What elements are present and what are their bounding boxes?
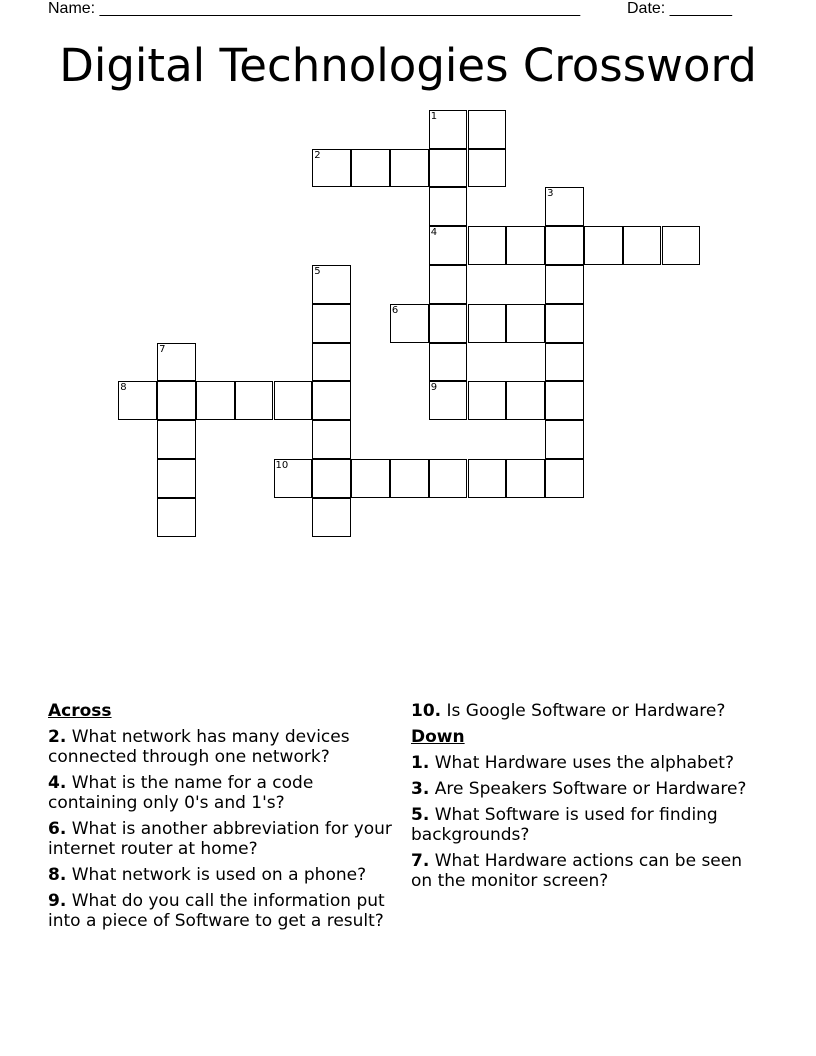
down-clue [411,779,756,799]
grid-cell[interactable] [429,110,468,149]
clue-number: 9. [48,891,67,911]
grid-cell[interactable] [545,226,584,265]
clues-right-column [411,701,756,897]
clue-number: 7. [411,851,430,871]
clue-number: 8. [48,865,67,885]
grid-cell[interactable] [429,459,468,498]
grid-cell[interactable] [468,304,507,343]
grid-cell[interactable] [545,459,584,498]
clue-number: 1. [411,753,430,773]
page-title: Digital Technologies Crossword [59,39,757,92]
grid-cell[interactable] [468,110,507,149]
clue-text: Is Google Software or Hardware? [446,701,726,721]
clue-text: What is the name for a code containing only 0's and 1's? [48,773,314,813]
grid-cell[interactable] [506,226,545,265]
grid-cell[interactable] [312,381,351,420]
clue-number: 5. [411,805,430,825]
grid-cell[interactable] [545,381,584,420]
clue-number: 4. [48,773,67,793]
clue-number: 6. [48,819,67,839]
clue-number-label: 4 [430,227,438,239]
grid-cell[interactable] [468,459,507,498]
clue-text: What is another abbreviation for your internet router at home? [48,819,392,859]
across-heading: Across [48,701,112,721]
grid-cell[interactable] [545,187,584,226]
grid-cell[interactable] [429,187,468,226]
grid-cell[interactable] [157,381,196,420]
grid-cell[interactable] [118,381,157,420]
down-clue [411,753,756,773]
grid-cell[interactable] [545,420,584,459]
clue-number-label: 1 [430,110,438,122]
grid-cell[interactable] [662,226,701,265]
grid-cell[interactable] [429,343,468,382]
clue-number-label: 8 [120,382,127,394]
clue-text: What network has many devices connected through one network? [48,727,350,767]
grid-cell[interactable] [390,304,429,343]
clue-number-label: 3 [547,188,554,200]
grid-cell[interactable] [468,149,507,188]
grid-cell[interactable] [506,381,545,420]
clues-left-column [48,701,393,937]
across-clue [411,701,756,721]
down-clue [411,805,756,845]
grid-cell[interactable] [312,265,351,304]
clue-number-label: 5 [314,266,321,277]
grid-cell[interactable] [235,381,274,420]
clue-number-label: 9 [430,382,438,394]
grid-cell[interactable] [312,459,351,498]
clue-number-label: 6 [391,304,399,316]
clue-number: 3. [411,779,430,799]
grid-cell[interactable] [545,304,584,343]
grid-cell[interactable] [390,459,429,498]
grid-cell[interactable] [584,226,623,265]
grid-cell[interactable] [429,226,468,265]
across-clue [48,773,393,813]
grid-cell[interactable] [351,149,390,188]
grid-cell[interactable] [274,381,313,420]
grid-cell[interactable] [506,304,545,343]
across-clue [48,819,393,859]
grid-cell[interactable] [429,149,468,188]
grid-cell[interactable] [196,381,235,420]
across-clue [48,727,393,767]
grid-cell[interactable] [312,149,351,188]
date-line: Date: _______ [627,0,732,17]
grid-cell[interactable] [274,459,313,498]
grid-cell[interactable] [545,343,584,382]
grid-cell[interactable] [312,420,351,459]
name-line: Name: ______________________________________________________ [48,0,581,17]
grid-cell[interactable] [429,304,468,343]
grid-cell[interactable] [623,226,662,265]
clue-number: 2. [48,727,67,747]
grid-cell[interactable] [468,381,507,420]
clue-text: What Hardware uses the alphabet? [434,753,734,773]
grid-cell[interactable] [351,459,390,498]
grid-cell[interactable] [506,459,545,498]
grid-cell[interactable] [312,304,351,343]
clue-text: What do you call the information put into a piece of Software to get a result? [48,891,385,931]
clue-number-label: 10 [275,460,289,471]
down-heading: Down [411,727,465,747]
across-clue [48,865,393,885]
clue-text: What Software is used for finding backgrounds? [411,805,718,845]
grid-cell[interactable] [429,381,468,420]
clue-text: Are Speakers Software or Hardware? [434,779,747,799]
grid-cell[interactable] [157,498,196,537]
grid-cell[interactable] [312,498,351,537]
grid-cell[interactable] [312,343,351,382]
clue-number-label: 7 [159,343,166,355]
down-clue [411,851,756,891]
grid-cell[interactable] [429,265,468,304]
grid-cell[interactable] [157,420,196,459]
clue-text: What network is used on a phone? [71,865,367,885]
clue-text: What Hardware actions can be seen on the monitor screen? [411,851,742,891]
clue-number-label: 2 [314,149,321,161]
grid-cell[interactable] [468,226,507,265]
grid-cell[interactable] [157,343,196,382]
clue-number: 10. [411,701,442,721]
across-clue [48,891,393,931]
grid-cell[interactable] [545,265,584,304]
grid-cell[interactable] [157,459,196,498]
grid-cell[interactable] [390,149,429,188]
